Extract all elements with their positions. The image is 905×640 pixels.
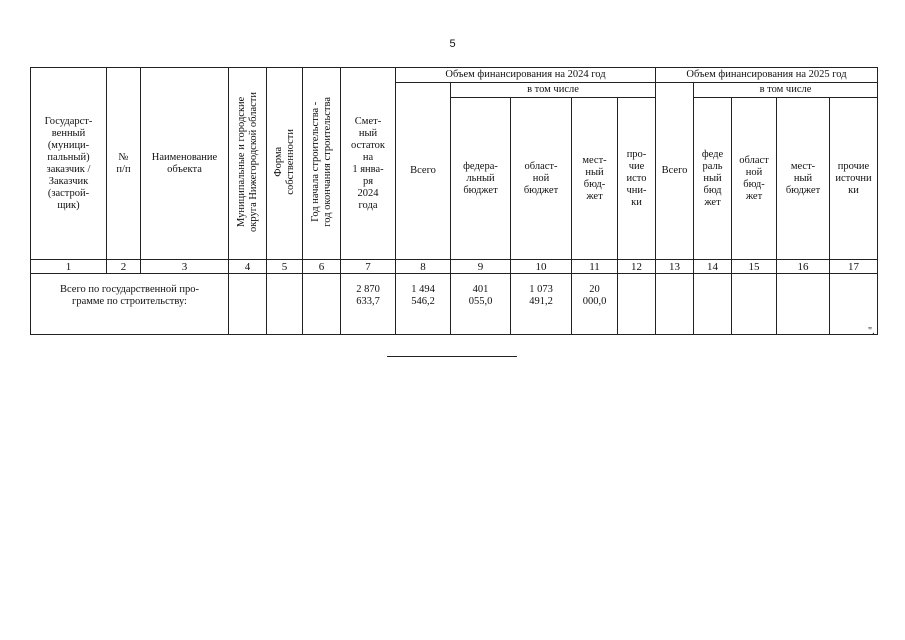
header-funding-2025: Объем финансирования на 2025 год — [656, 68, 878, 83]
header-num: № п/п — [107, 68, 141, 260]
header-municipality: Муниципальные и городские округа Нижегородской области — [229, 68, 267, 260]
total-row — [31, 274, 878, 335]
header-object-name: Наименование объекта — [141, 68, 229, 260]
column-number: 4 — [229, 260, 267, 274]
separator-line — [387, 356, 517, 357]
column-number: 5 — [267, 260, 303, 274]
column-number: 7 — [341, 260, 396, 274]
total-other-2024 — [618, 274, 656, 335]
header-including-2024: в том числе — [451, 83, 656, 98]
header-ownership: Форма собственности — [267, 68, 303, 260]
column-number: 9 — [451, 260, 511, 274]
closing-quote: ". — [868, 326, 875, 337]
column-number: 12 — [618, 260, 656, 274]
column-number: 3 — [141, 260, 229, 274]
header-local-2024: мест- ный бюд- жет — [572, 98, 618, 260]
page-number: 5 — [449, 38, 456, 50]
column-number: 14 — [694, 260, 732, 274]
header-other-2024: про- чие исто чни- ки — [618, 98, 656, 260]
financing-table — [30, 67, 878, 335]
total-federal-2025 — [694, 274, 732, 335]
header-funding-2024: Объем финансирования на 2024 год — [396, 68, 656, 83]
header-remainder: Смет- ный остаток на 1 янва- ря 2024 года — [341, 68, 396, 260]
total-regional-2024: 1 073 491,2 — [511, 274, 572, 335]
total-years — [303, 274, 341, 335]
header-customer: Государст- венный (муници- пальный) заказчик / Заказчик (застрой- щик) — [31, 68, 107, 260]
total-remainder: 2 870 633,7 — [341, 274, 396, 335]
header-local-2025: мест- ный бюджет — [777, 98, 830, 260]
header-federal-2024: федера- льный бюджет — [451, 98, 511, 260]
header-federal-2025: феде раль ный бюд жет — [694, 98, 732, 260]
column-number: 2 — [107, 260, 141, 274]
header-regional-2025: област ной бюд- жет — [732, 98, 777, 260]
column-number: 1 — [31, 260, 107, 274]
column-number: 10 — [511, 260, 572, 274]
column-number: 6 — [303, 260, 341, 274]
column-number: 16 — [777, 260, 830, 274]
column-number: 13 — [656, 260, 694, 274]
total-2024: 1 494 546,2 — [396, 274, 451, 335]
total-2025 — [656, 274, 694, 335]
column-number-row — [31, 260, 878, 274]
total-label: Всего по государственной про- грамме по строительству: — [31, 274, 229, 335]
header-years: Год начала строительства - год окончания строительства — [303, 68, 341, 260]
total-regional-2025 — [732, 274, 777, 335]
header-regional-2024: област- ной бюджет — [511, 98, 572, 260]
total-federal-2024: 401 055,0 — [451, 274, 511, 335]
header-total-2025: Всего — [656, 83, 694, 260]
column-number: 8 — [396, 260, 451, 274]
header-total-2024: Всего — [396, 83, 451, 260]
column-number: 17 — [830, 260, 878, 274]
total-local-2024: 20 000,0 — [572, 274, 618, 335]
column-number: 15 — [732, 260, 777, 274]
total-local-2025 — [777, 274, 830, 335]
header-including-2025: в том числе — [694, 83, 878, 98]
column-number: 11 — [572, 260, 618, 274]
header-other-2025: прочие источни ки — [830, 98, 878, 260]
total-ownership — [267, 274, 303, 335]
total-municipality — [229, 274, 267, 335]
